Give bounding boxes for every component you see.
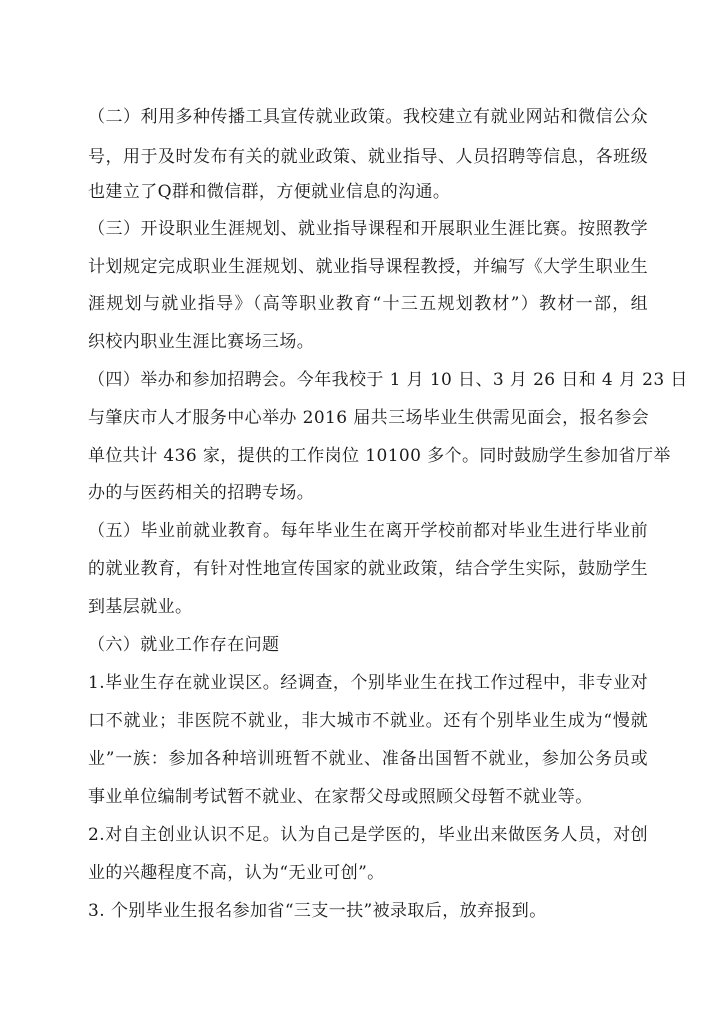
text-line: 单位共计 436 家，提供的工作岗位 10100 多个。同时鼓励学生参加省厅举 bbox=[88, 446, 671, 466]
text-line: 号，用于及时发布有关的就业政策、就业指导、人员招聘等信息，各班级 bbox=[88, 147, 648, 167]
section-heading: （六）就业工作存在问题 bbox=[88, 635, 280, 655]
text-line: 的就业教育，有针对性地宣传国家的就业政策，结合学生实际，鼓励学生 bbox=[88, 559, 648, 579]
text-line: 业”一族：参加各种培训班暂不就业、准备出国暂不就业，参加公务员或 bbox=[88, 749, 648, 769]
text-line: 计划规定完成职业生涯规划、就业指导课程教授，并编写《大学生职业生 bbox=[88, 257, 648, 277]
text-line: （二）利用多种传播工具宣传就业政策。我校建立有就业网站和微信公众 bbox=[88, 107, 648, 127]
text-line: 口不就业；非医院不就业，非大城市不就业。还有个别毕业生成为“慢就 bbox=[88, 711, 648, 731]
text-line: （四）举办和参加招聘会。今年我校于 1 月 10 日、3 月 26 日和 4 月 23 日 bbox=[88, 370, 688, 390]
text-line: 3. 个别毕业生报名参加省“三支一扶”被录取后，放弃报到。 bbox=[88, 901, 547, 921]
text-line: 涯规划与就业指导》（高等职业教育“十三五规划教材”）教材一部，组 bbox=[88, 294, 648, 314]
text-line: 织校内职业生涯比赛场三场。 bbox=[88, 332, 315, 352]
text-line: 事业单位编制考试暂不就业、在家帮父母或照顾父母暂不就业等。 bbox=[88, 787, 593, 807]
text-line: （五）毕业前就业教育。每年毕业生在离开学校前都对毕业生进行毕业前 bbox=[88, 521, 648, 541]
text-line: 到基层就业。 bbox=[88, 597, 193, 617]
text-line: 1.毕业生存在就业误区。经调查，个别毕业生在找工作过程中，非专业对 bbox=[88, 673, 648, 693]
text-line: 办的与医药相关的招聘专场。 bbox=[88, 483, 315, 503]
text-line: 也建立了Q群和微信群，方便就业信息的沟通。 bbox=[88, 182, 451, 202]
text-line: 业的兴趣程度不高，认为“无业可创”。 bbox=[88, 863, 385, 883]
text-line: （三）开设职业生涯规划、就业指导课程和开展职业生涯比赛。按照教学 bbox=[88, 219, 648, 239]
text-line: 2.对自主创业认识不足。认为自己是学医的，毕业出来做医务人员，对创 bbox=[88, 825, 648, 845]
text-line: 与肇庆市人才服务中心举办 2016 届共三场毕业生供需见面会，报名参会 bbox=[88, 408, 650, 428]
